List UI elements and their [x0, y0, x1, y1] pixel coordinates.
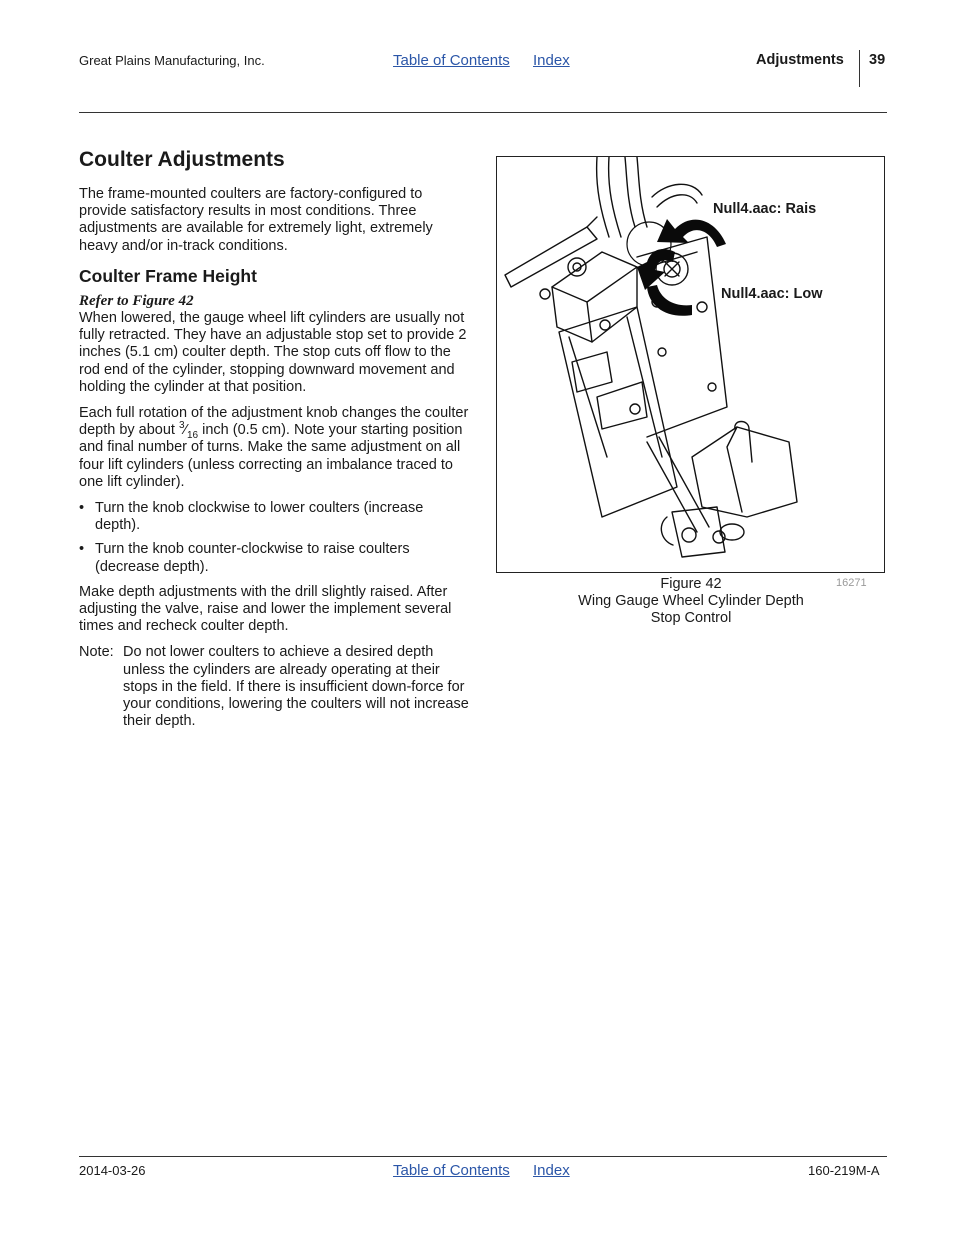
figure-caption [540, 576, 842, 628]
section-name: Adjustments [756, 52, 844, 68]
paragraph-2: Each full rotation of the adjustment knob changes the coulter depth by about $^3⁄_{16}$ inch (0.5 cm). Note your starting position and final number of turns. Make the same adjustment on all four lift cylinders (unless correcting an imbalance traced to one lift cylinder). [79, 405, 469, 490]
subheading: Coulter Frame Height [79, 265, 257, 286]
cylinder-illustration [497, 157, 885, 573]
footer-rule [79, 1156, 887, 1157]
main-text-column [79, 146, 471, 730]
note [79, 644, 471, 730]
page-title: Coulter Adjustments [79, 148, 285, 171]
bullet-list [79, 500, 471, 576]
header-rule [79, 112, 887, 113]
figure-frame [496, 156, 885, 573]
company-name: Great Plains Manufacturing, Inc. [79, 53, 265, 68]
header-toc-link[interactable]: Table of Contents [393, 52, 510, 69]
callout-raise: Null4.aac: Rais [713, 201, 817, 217]
figure-reference: Refer to Figure 42 [79, 292, 194, 309]
list-item: • Turn the knob counter-clockwise to raise coulters (decrease depth). [79, 541, 471, 575]
note-text: Do not lower coulters to achieve a desired depth unless the cylinders are already operating at their stops in the field. If there is insufficient down-force for your conditions, lowering the coulters will not increase their depth. [123, 644, 469, 730]
list-item: • Turn the knob clockwise to lower coulters (increase depth). [79, 500, 471, 534]
intro-paragraph: The frame-mounted coulters are factory-configured to provide satisfactory results in most conditions. Three adjustments are available for extremely light, extremely heavy and/or in-track conditions. [79, 186, 433, 254]
paragraph-3: Make depth adjustments with the drill slightly raised. After adjusting the valve, raise and lower the implement several times and recheck coulter depth. [79, 583, 452, 635]
note-label: Note: [79, 644, 114, 661]
footer-toc-link[interactable]: Table of Contents [393, 1162, 510, 1179]
footer-doc-number: 160-219M-A [808, 1163, 880, 1178]
figure-caption-line-1: Wing Gauge Wheel Cylinder Depth [578, 593, 804, 610]
paragraph-1: When lowered, the gauge wheel lift cylinders are usually not fully retracted. They have an adjustable stop set to provide 2 inches (5.1 cm) coulter depth. The stop cuts off flow to the rod end of the cylinder, stopping downward movement and holding the cylinder at that position. [79, 310, 467, 395]
paragraph-2-start: Each full rotation of the adjustment knob changes the coulter depth by about [79, 405, 469, 439]
paragraph-2-end: inch (0.5 cm). Note your starting position and final number of turns. Make the same adjustment on all four lift cylinders (unless correcting an imbalance traced to one lift cylinder). [79, 422, 463, 490]
figure-label: Figure 42 [660, 576, 722, 592]
callout-lower: Null4.aac: Low [721, 286, 823, 302]
page-number: 39 [869, 52, 886, 68]
figure-caption-line-2: Stop Control [650, 610, 732, 627]
footer-index-link[interactable]: Index [533, 1162, 570, 1179]
footer-date: 2014-03-26 [79, 1163, 146, 1178]
header-separator [859, 50, 860, 87]
image-id: 16271 [836, 577, 867, 589]
fraction-denominator: 16 [186, 430, 199, 442]
fraction-numerator: 3 [178, 420, 185, 432]
header-index-link[interactable]: Index [533, 52, 570, 69]
